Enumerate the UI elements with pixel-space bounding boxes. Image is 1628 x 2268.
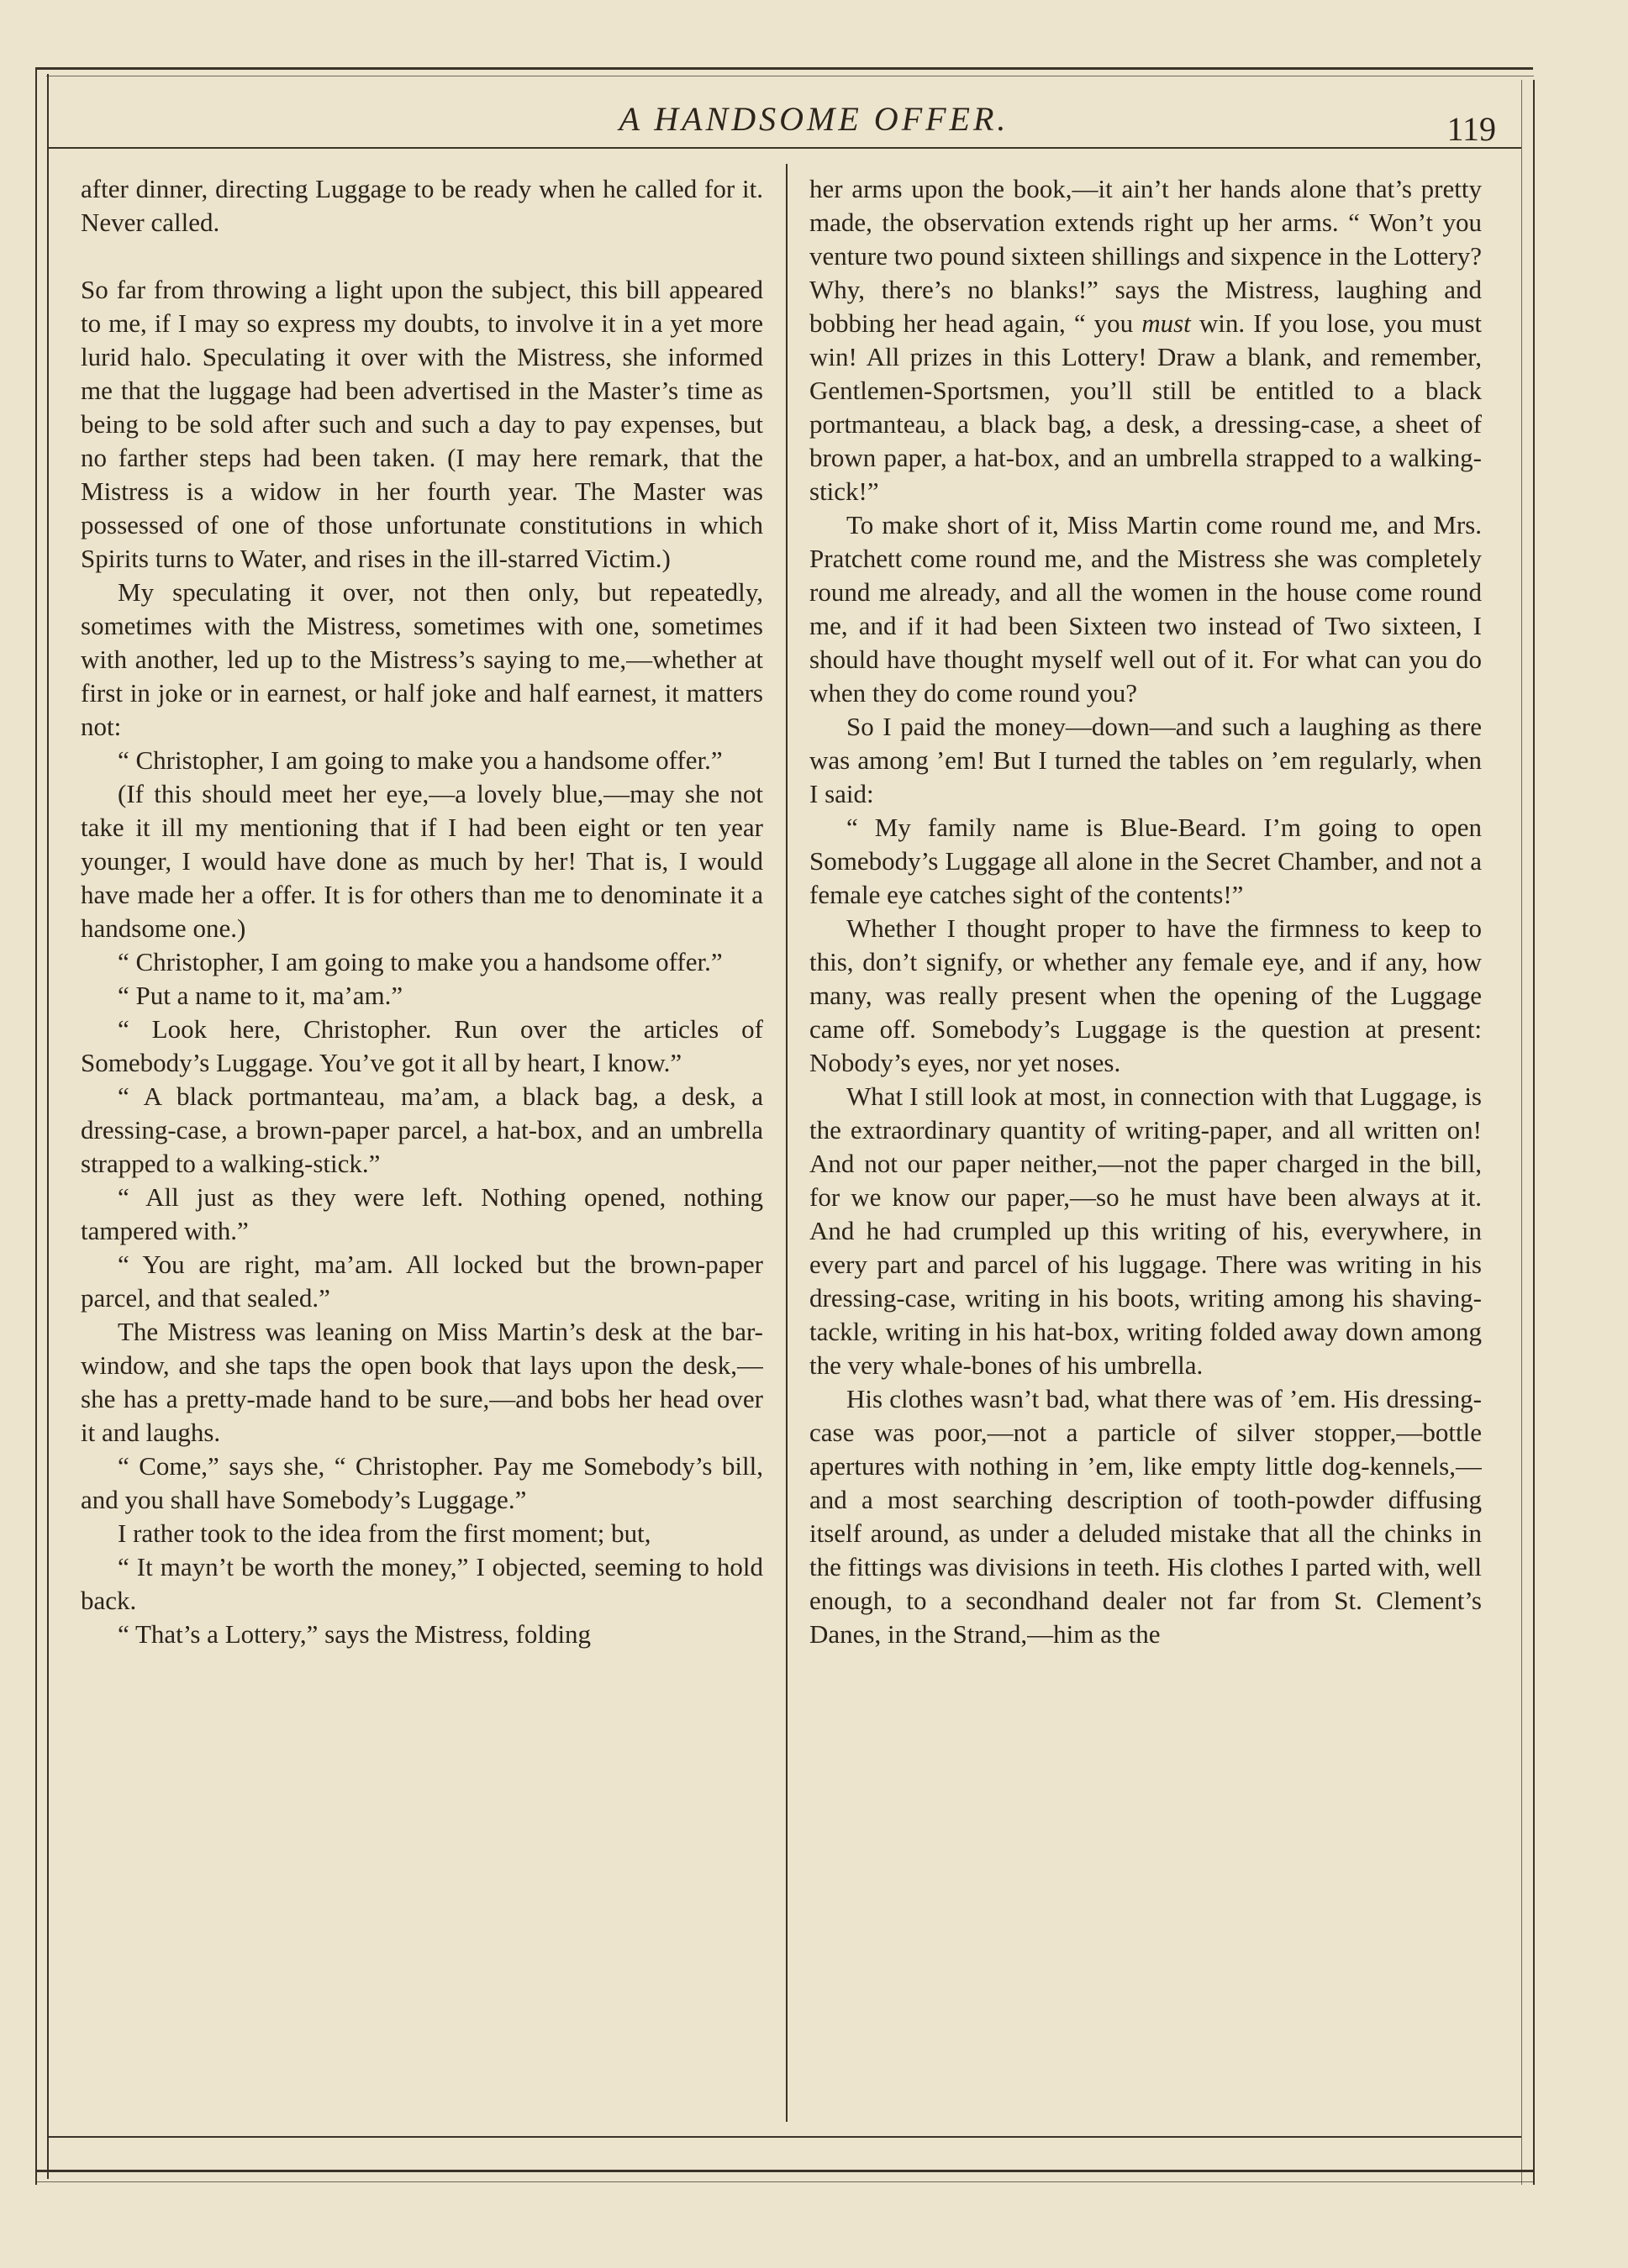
- running-head: A HANDSOME OFFER.: [619, 100, 1009, 138]
- emphasized-word: must: [1141, 308, 1191, 338]
- paragraph: So far from throwing a light upon the subject, this bill appeared to me, if I may so express my doubts, to involve it in a yet more lurid halo. Speculating it over with the Mistress, she informed me that the luggage had been advertised in the Master’s time as being to be sold after such and such a day to pay expenses, but no farther steps had been taken. (I may here remark, that the Mistress is a widow in her fourth year. The Master was possessed of one of those unfortunate constitutions in which Spirits turns to Water, and rises in the ill-starred Victim.): [81, 275, 763, 573]
- paragraph: So I paid the money—down—and such a laughing as there was among ’em! But I turned the tables on ’em regularly, when I said:: [809, 712, 1482, 808]
- paragraph: (If this should meet her eye,—a lovely blue,—may she not take it ill my mentioning that if I had been eight or ten year younger, I would have done as much by her! That is, I would have made her a offer. It is for others than me to denominate it a handsome one.): [81, 779, 763, 943]
- header-rule: [49, 147, 1521, 149]
- paragraph: I rather took to the idea from the first moment; but,: [118, 1518, 651, 1548]
- paragraph: “ That’s a Lottery,” says the Mistress, folding: [118, 1619, 592, 1649]
- paragraph: “ My family name is Blue-Beard. I’m going to open Somebody’s Luggage all alone in the Secret Chamber, and not a female eye catches sight of the contents!”: [809, 813, 1482, 909]
- paragraph: To make short of it, Miss Martin come round me, and Mrs. Pratchett come round me, and the Mistress she was completely round me already, and all the women in the house come round me, and if it had been Sixteen two instead of Two sixteen, I should have thought myself well out of it. For what can you do when they do come round you?: [809, 510, 1482, 708]
- footer-rule-lower: [35, 2170, 1535, 2172]
- footer-rule-upper: [49, 2136, 1521, 2138]
- paragraph: His clothes wasn’t bad, what there was of ’em. His dressing-case was poor,—not a particle of silver stopper,—bottle apertures with nothing in ’em, like empty little dog-kennels,—and a most searching description of tooth-powder diffusing itself around, as under a deluded mistake that all the chinks in the fittings was divisions in teeth. His clothes I parted with, well enough, to a secondhand dealer not far from St. Clement’s Danes, in the Strand,—him as the: [809, 1384, 1482, 1649]
- paragraph: “ Christopher, I am going to make you a handsome offer.”: [118, 947, 723, 976]
- paragraph: What I still look at most, in connection with that Luggage, is the extraordinary quantity of writing-paper, and all written on! And not our paper neither,—not the paper charged in the bill, for we know our paper,—so he must have been always at it. And he had crumpled up this writing of his, everywhere, in every part and parcel of his luggage. There was writing in his dressing-case, writing in his boots, writing among his shaving-tackle, writing in his hat-box, writing folded away down among the very whale-bones of his umbrella.: [809, 1081, 1482, 1380]
- column-divider: [786, 164, 788, 2122]
- paragraph: after dinner, directing Luggage to be ready when he called for it. Never called.: [81, 174, 763, 237]
- paragraph: “ Put a name to it, ma’am.”: [118, 981, 403, 1010]
- footer-rule-bottom: [35, 2181, 1535, 2182]
- paragraph: The Mistress was leaning on Miss Martin’s desk at the bar-window, and she taps the open book that lays upon the desk,—she has a pretty-made hand to be sure,—and bobs her head over it and laughs.: [81, 1317, 763, 1447]
- paragraph: “ Christopher, I am going to make you a handsome offer.”: [118, 745, 723, 775]
- frame-left-outer-rule: [35, 67, 37, 2185]
- paragraph: My speculating it over, not then only, but repeatedly, sometimes with the Mistress, sometimes with one, sometimes with another, led up to the Mistress’s saying to me,—whether at first in joke or in earnest, or half joke and half earnest, it matters not:: [81, 577, 763, 741]
- paragraph: “ It mayn’t be worth the money,” I objected, seeming to hold back.: [81, 1552, 763, 1615]
- paragraph: “ All just as they were left. Nothing opened, nothing tampered with.”: [81, 1182, 763, 1245]
- frame-right-inner-rule: [1521, 80, 1522, 2185]
- paragraph: her arms upon the book,—it ain’t her hands alone that’s pretty made, the observation extends right up her arms. “ Won’t you venture two pound sixteen shillings and sixpence in the Lottery? Why, there’s no blanks!” says the Mistress, laughing and bobbing her head again, “ you must win. If you lose, you must win! All prizes in this Lottery! Draw a blank, and remember, Gentlemen-Sportsmen, you’ll still be entitled to a black portmanteau, a black bag, a desk, a dressing-case, a sheet of brown paper, a hat-box, and an umbrella strapped to a walking-stick!”: [809, 174, 1482, 506]
- paragraph: Whether I thought proper to have the firmness to keep to this, don’t signify, or whether any female eye, and if any, how many, was really present when the opening of the Luggage came off. Somebody’s Luggage is the question at present: Nobody’s eyes, nor yet noses.: [809, 913, 1482, 1077]
- right-text-column: [809, 172, 1482, 2122]
- frame-left-inner-rule: [47, 74, 49, 2179]
- paragraph: “ Look here, Christopher. Run over the articles of Somebody’s Luggage. You’ve got it all by heart, I know.”: [81, 1014, 763, 1077]
- left-text-column: [81, 172, 763, 2122]
- paragraph: “ You are right, ma’am. All locked but the brown-paper parcel, and that sealed.”: [81, 1250, 763, 1313]
- frame-top-rule: [35, 67, 1533, 70]
- paragraph: “ A black portmanteau, ma’am, a black bag, a desk, a dressing-case, a brown-paper parcel, a hat-box, and an umbrella strapped to a walking-stick.”: [81, 1081, 763, 1178]
- paragraph: “ Come,” says she, “ Christopher. Pay me Somebody’s bill, and you shall have Somebody’s Luggage.”: [81, 1451, 763, 1514]
- page-number: 119: [1446, 110, 1496, 148]
- frame-right-outer-rule: [1533, 80, 1535, 2185]
